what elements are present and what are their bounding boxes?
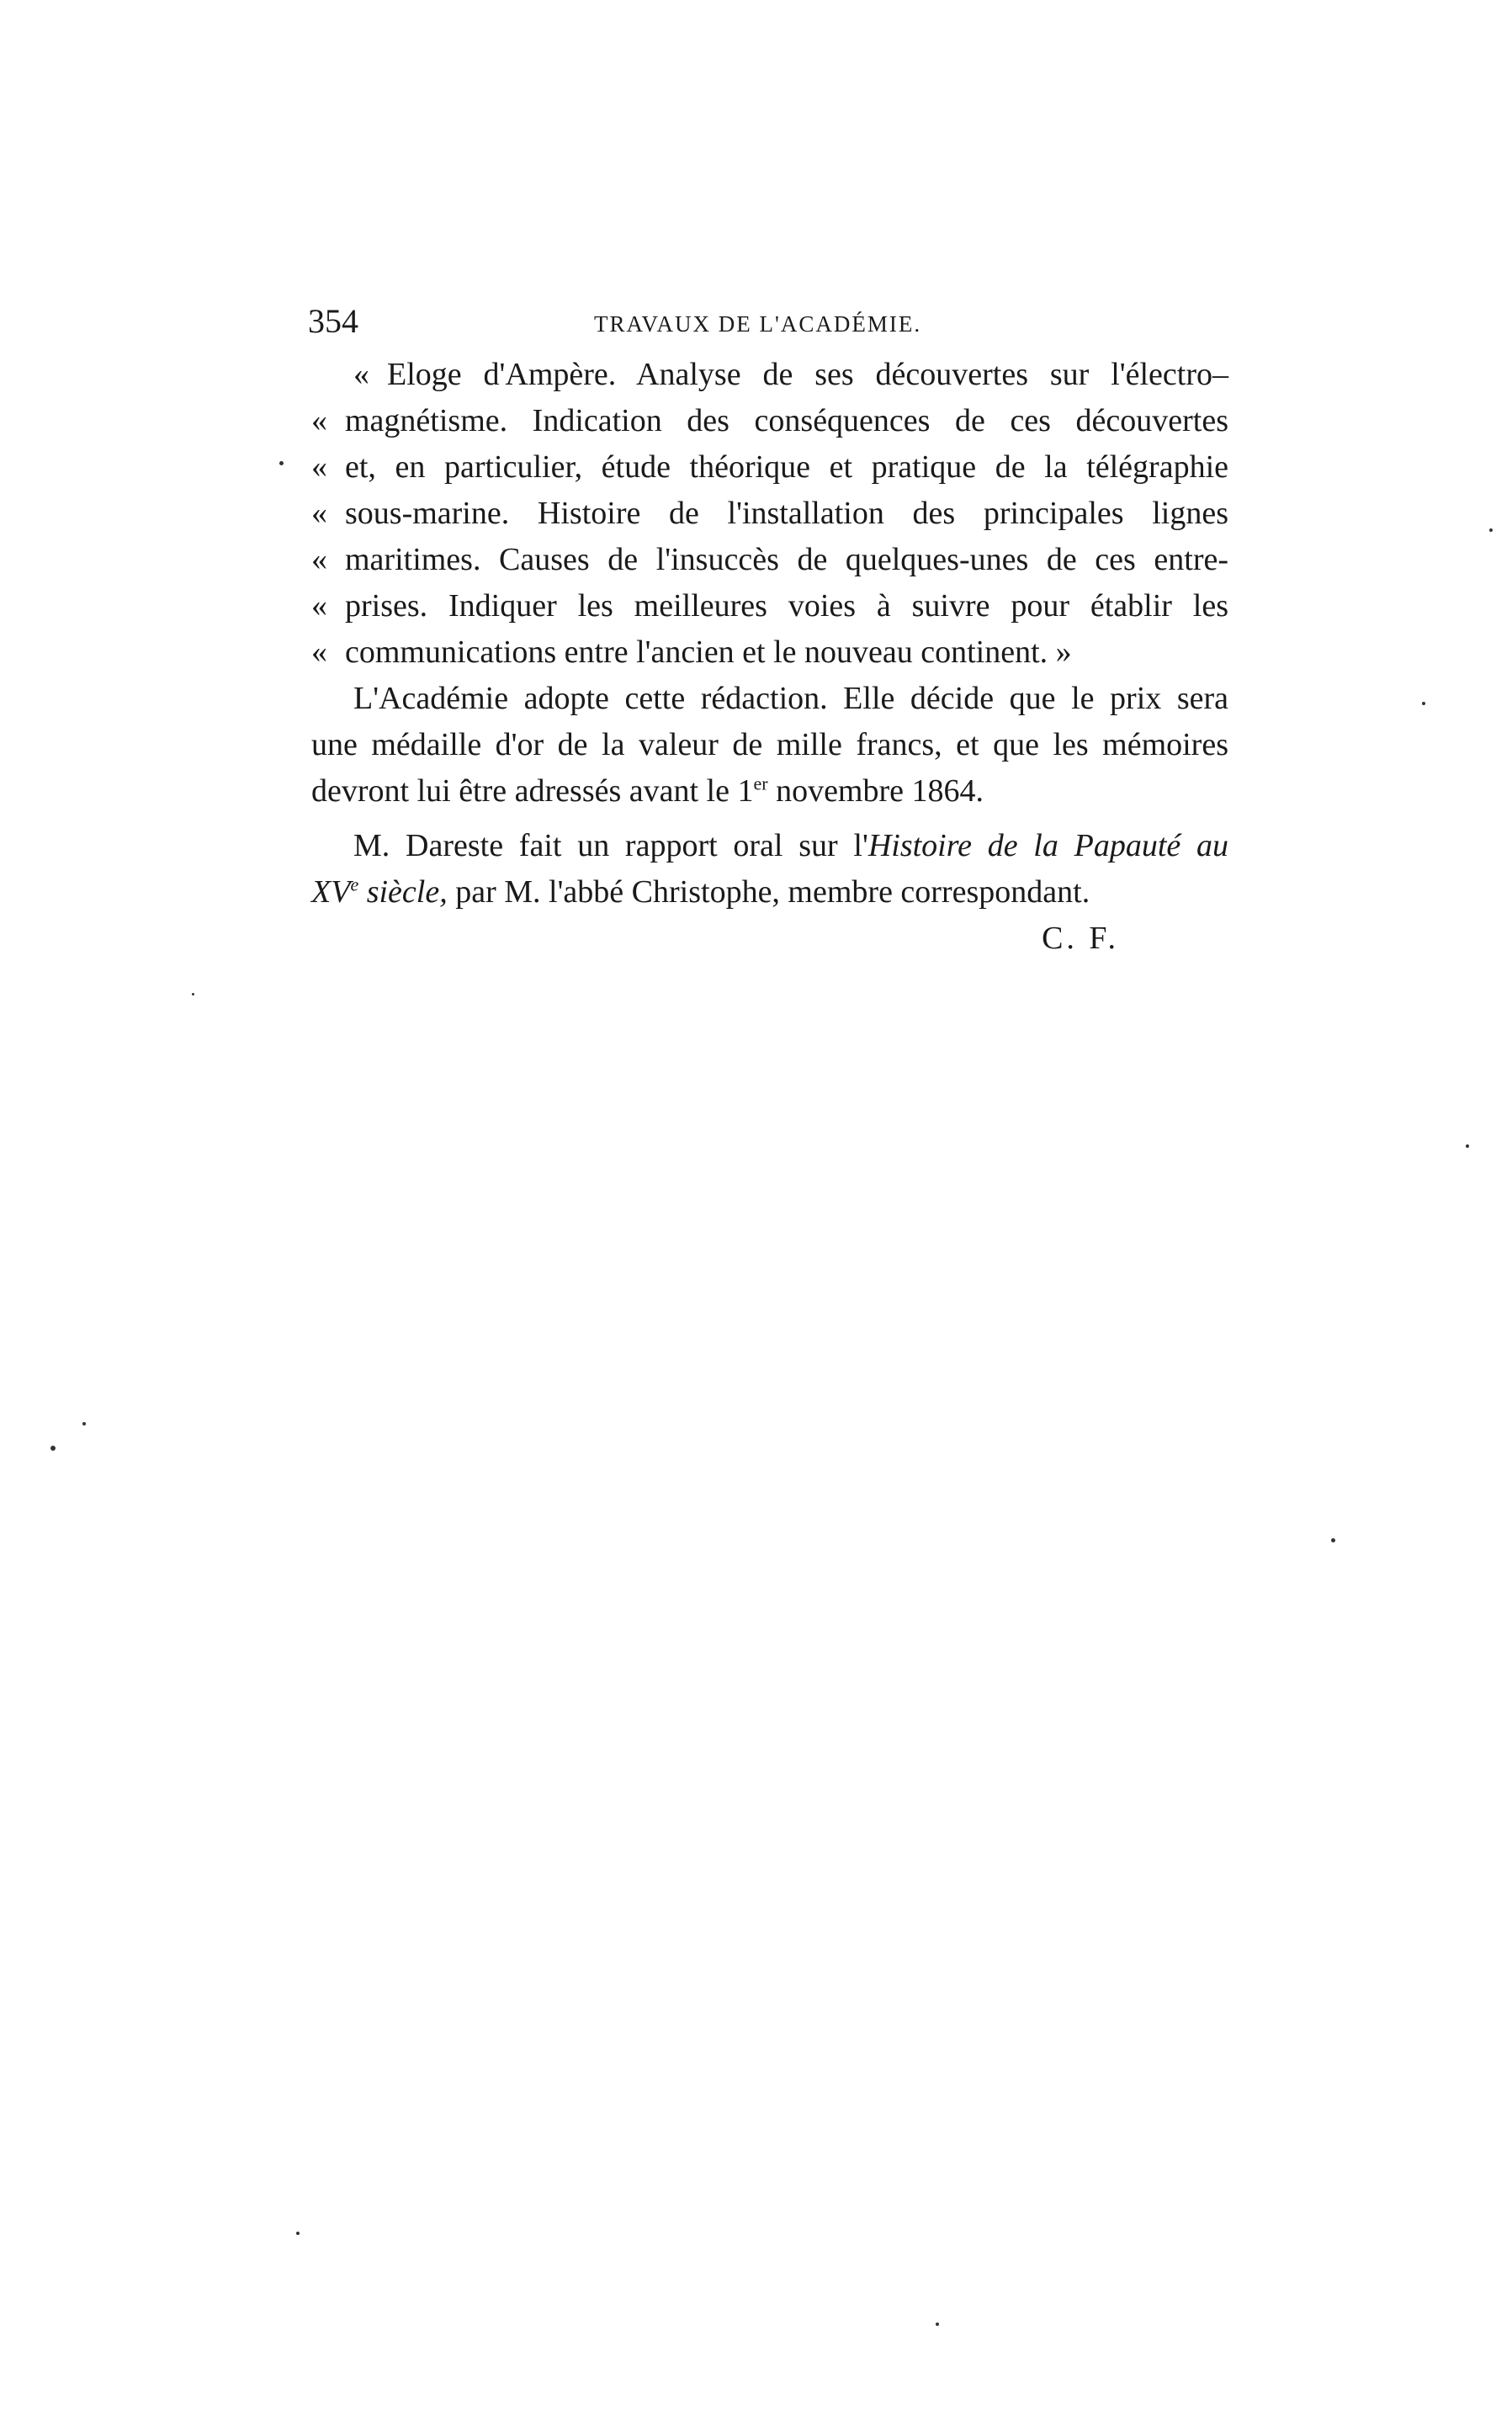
running-head: TRAVAUX DE L'ACADÉMIE.: [594, 311, 922, 337]
body-text: [311, 352, 1228, 962]
quoted-line: « magnétisme. Indication des conséquences de ces découvertes: [311, 403, 1228, 438]
scan-speck: [279, 461, 284, 465]
scan-speck: [936, 2322, 939, 2326]
scan-speck: [192, 993, 194, 995]
scan-speck: [50, 1446, 56, 1451]
quoted-line: « et, en particulier, étude théorique et pratique de la télégraphie: [311, 449, 1228, 485]
page-number: 354: [308, 302, 358, 340]
quoted-line: « prises. Indiquer les meilleures voies à suivre pour établir les: [311, 588, 1228, 624]
paragraph-line: M. Dareste fait un rapport oral sur l'Histoire de la Papauté au: [353, 828, 1228, 863]
signature: C. F.: [1042, 921, 1119, 956]
page-header: [308, 296, 1233, 347]
quoted-line: « communications entre l'ancien et le nouveau continent. »: [311, 634, 1072, 670]
paragraph-line: XVe siècle, par M. l'abbé Christophe, membre correspondant.: [311, 873, 1090, 910]
scan-speck: [1331, 1538, 1335, 1542]
quoted-line: « Eloge d'Ampère. Analyse de ses découvertes sur l'électro–: [353, 357, 1228, 392]
scan-speck: [296, 2232, 300, 2235]
paragraph-line: une médaille d'or de la valeur de mille francs, et que les mémoires: [311, 727, 1228, 762]
quoted-line: « maritimes. Causes de l'insuccès de quelques-unes de ces entre-: [311, 542, 1228, 577]
scan-speck: [82, 1422, 86, 1425]
scan-speck: [1422, 702, 1425, 705]
paragraph-line: devront lui être adressés avant le 1er novembre 1864.: [311, 772, 984, 809]
scan-speck: [1489, 528, 1493, 532]
quoted-line: « sous-marine. Histoire de l'installation des principales lignes: [311, 496, 1228, 531]
scan-speck: [1466, 1144, 1469, 1148]
paragraph-line: L'Académie adopte cette rédaction. Elle décide que le prix sera: [353, 681, 1228, 716]
